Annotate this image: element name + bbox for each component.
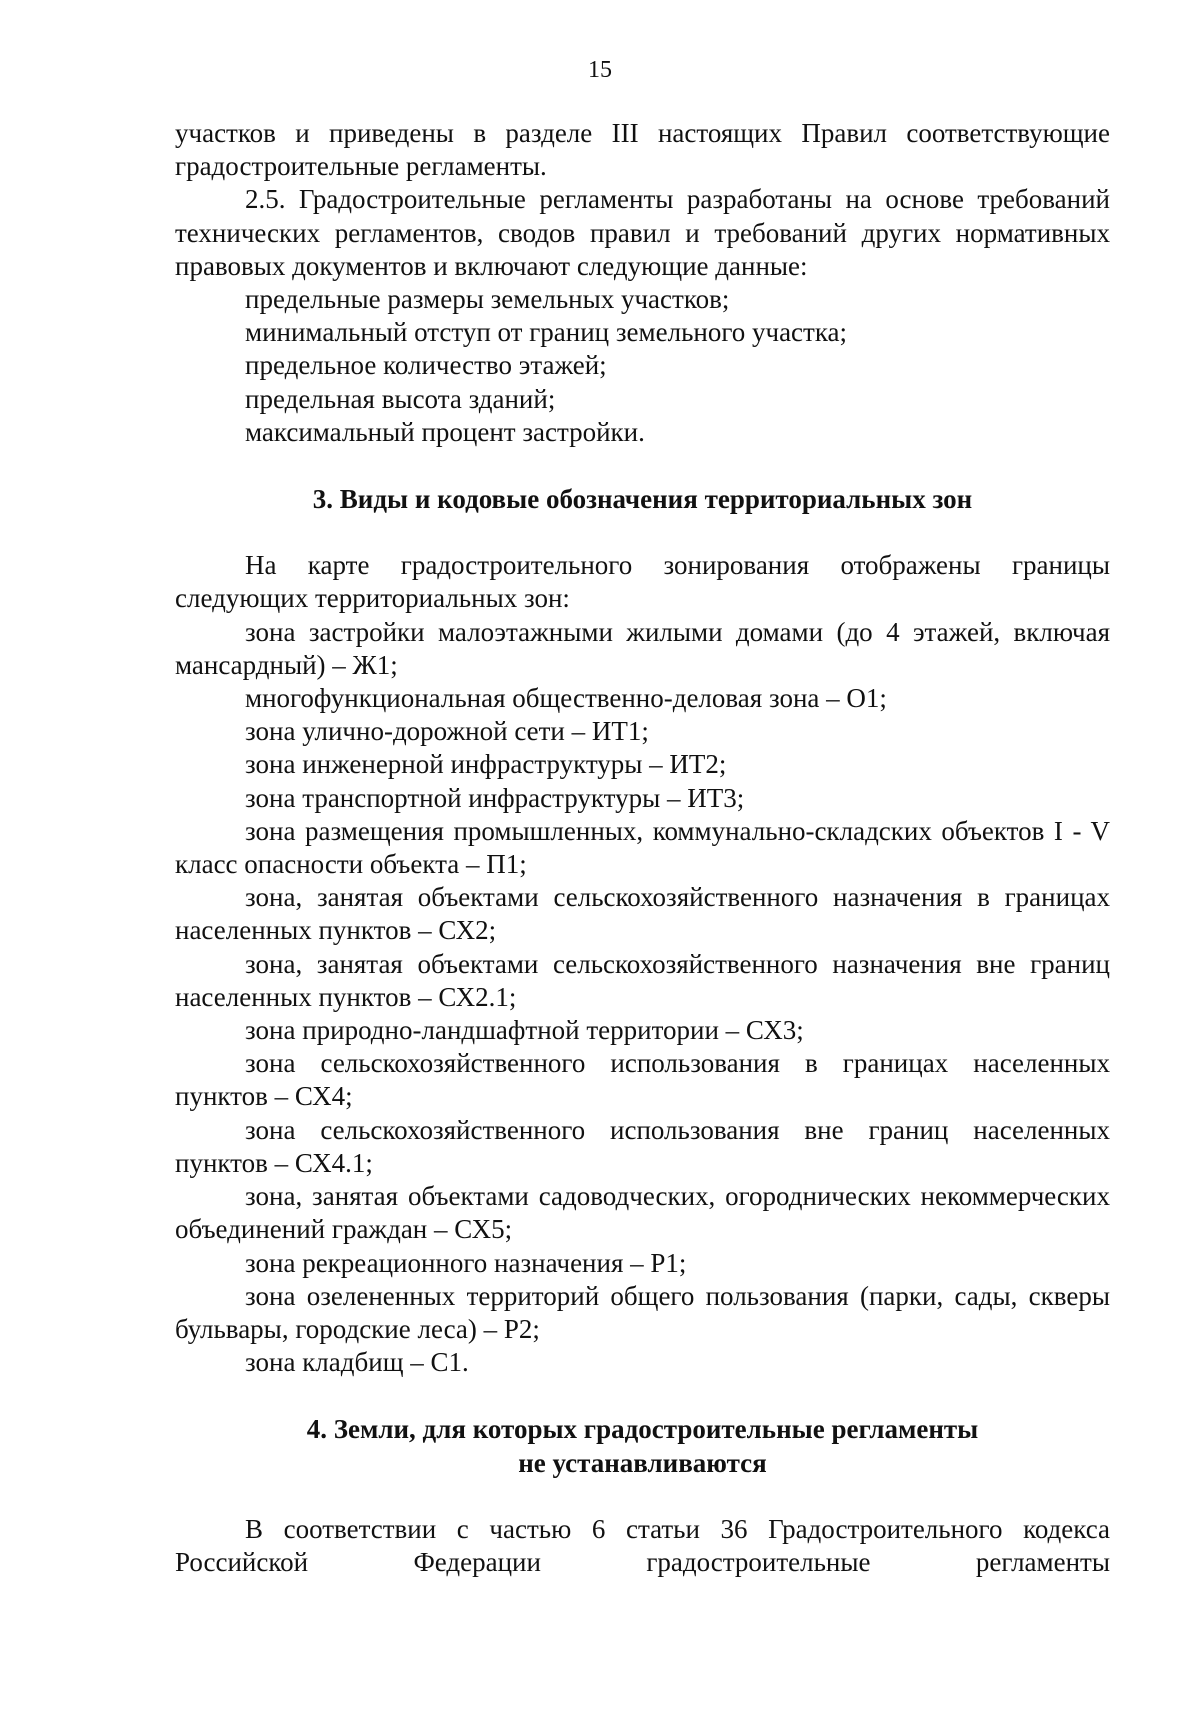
zone-item: зона транспортной инфраструктуры – ИТ3; <box>245 782 745 813</box>
section4-heading-line1: 4. Земли, для которых градостроительные регламенты <box>306 1414 979 1445</box>
zone-item: зона инженерной инфраструктуры – ИТ2; <box>245 749 727 780</box>
spacer <box>175 449 1110 483</box>
zone-item: зона, занятая объектами сельскохозяйственного назначения в границах населенных пунктов – СХ2; <box>175 882 1110 946</box>
page-number: 15 <box>588 57 612 83</box>
list-item: минимальный отступ от границ земельного участка; <box>245 317 848 348</box>
zone-item: зона, занятая объектами сельскохозяйственного назначения вне границ населенных пунктов – СХ2.1; <box>175 948 1110 1012</box>
section3-heading: 3. Виды и кодовые обозначения территориальных зон <box>312 484 973 515</box>
zone-item: зона размещения промышленных, коммунально-складских объектов I - V класс опасности объекта – П1; <box>175 815 1110 880</box>
zone-item: зона, занятая объектами садоводческих, огороднических некоммерческих объединений граждан – СХ5; <box>175 1181 1110 1245</box>
section2-continuation: участков и приведены в разделе III настоящих Правил соответствующие градостроительные регламенты. <box>175 118 1110 182</box>
zone-item: зона сельскохозяйственного использования вне границ населенных пунктов – СХ4.1; <box>175 1114 1110 1178</box>
section4-heading-line2: не устанавливаются <box>518 1447 767 1478</box>
section4-paragraph-line1: В соответствии с частью 6 статьи 36 Градостроительного кодекса <box>245 1513 1110 1544</box>
list-item: максимальный процент застройки. <box>245 416 645 447</box>
list-item: предельное количество этажей; <box>245 350 607 381</box>
spacer <box>175 1480 1110 1513</box>
section3-intro: На карте градостроительного зонирования отображены границы следующих территориальных зон: <box>175 550 1110 614</box>
page-text-body <box>175 117 1110 1579</box>
zone-item: зона рекреационного назначения – Р1; <box>245 1247 687 1278</box>
zone-item: зона озелененных территорий общего пользования (парки, сады, скверы бульвары, городские леса) – Р2; <box>175 1280 1110 1344</box>
zone-item: зона сельскохозяйственного использования в границах населенных пунктов – СХ4; <box>175 1048 1110 1112</box>
zone-item: зона застройки малоэтажными жилыми домами (до 4 этажей, включая мансардный) – Ж1; <box>175 616 1110 680</box>
zone-item: зона кладбищ – С1. <box>245 1347 469 1378</box>
zone-item: зона природно-ландшафтной территории – СХ3; <box>245 1015 804 1046</box>
list-item: предельная высота зданий; <box>245 383 556 414</box>
zone-item: зона улично-дорожной сети – ИТ1; <box>245 716 649 747</box>
paragraph-2-5: 2.5. Градостроительные регламенты разработаны на основе требований технических регламентов, сводов правил и требований других нормативных правовых документов и включают следующие данные: <box>175 184 1110 281</box>
spacer <box>175 1379 1110 1413</box>
spacer <box>175 516 1110 549</box>
zone-item: многофункциональная общественно-деловая зона – О1; <box>245 683 887 714</box>
section4-paragraph-line2: Российской Федерации градостроительные регламенты <box>175 1546 1110 1577</box>
list-item: предельные размеры земельных участков; <box>245 284 730 315</box>
